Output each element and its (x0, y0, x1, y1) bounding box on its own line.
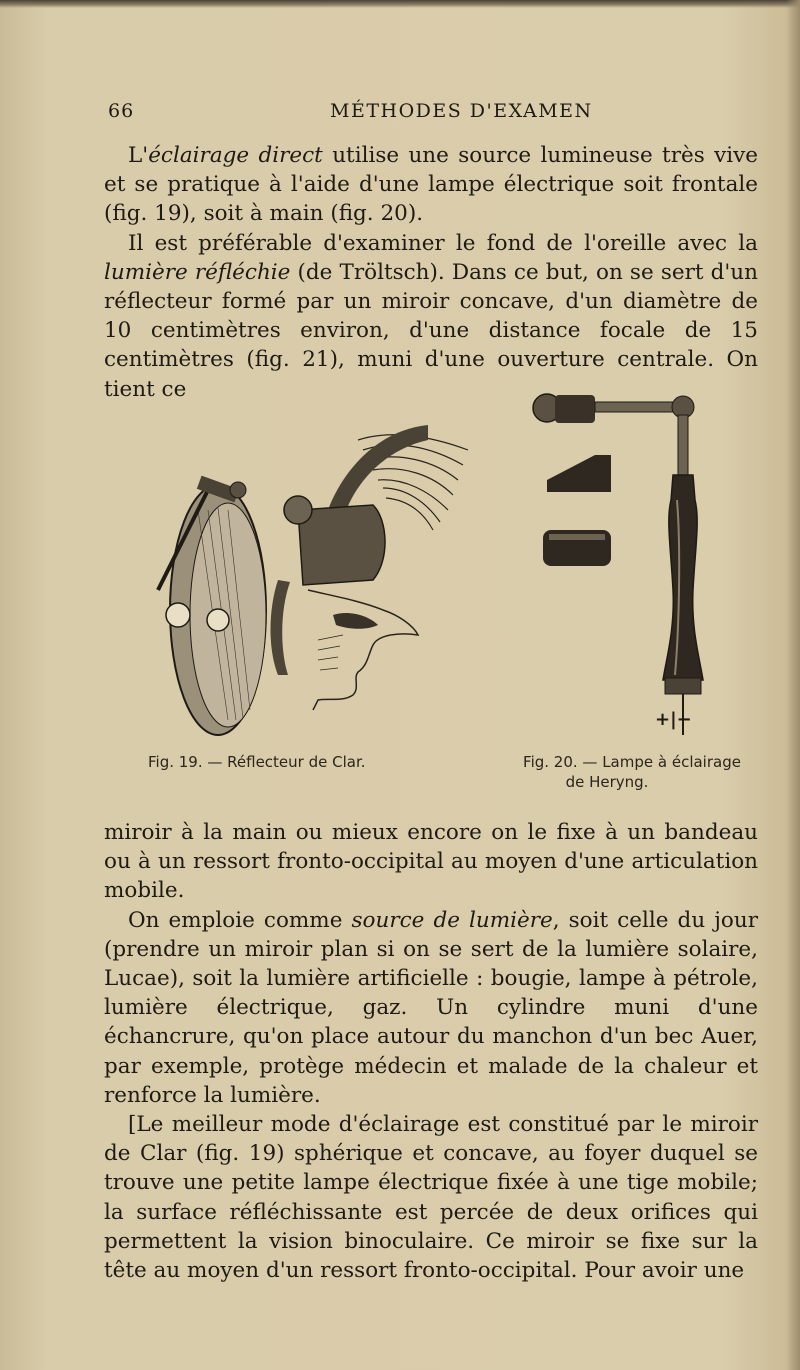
figure-19-caption: Fig. 19. — Réflecteur de Clar. (148, 753, 366, 771)
text-run: Il est préférable d'examiner le fond de l'oreille avec la (128, 230, 758, 256)
paragraph-light-source (104, 906, 758, 1110)
text-block-bottom (104, 818, 758, 1285)
vertical-rod (678, 415, 688, 475)
mirror-orifice (207, 609, 229, 631)
page-number: 66 (108, 100, 135, 122)
caption-line-1: Fig. 20. — Lampe à éclairage (523, 753, 741, 771)
cap-highlight (549, 534, 605, 540)
paragraph-reflected-light (104, 229, 758, 404)
paragraph-direct-lighting (104, 141, 758, 229)
page-header (108, 100, 758, 130)
figure-19-clar-reflector-illustration (128, 410, 473, 740)
text-block-top (104, 141, 758, 404)
text-run: (de Tröltsch). Dans ce but, on se sert d'un réflecteur formé par un miroir concave, d'un diamètre de 10 centimètres environ, d'une distance focale de 15 centimètres (fig. 21), muni d'une ouverture centrale. On tient ce (104, 259, 758, 402)
text-run: utilise une source lumineuse très vive et se pratique à l'aide d'une lampe électrique soit frontale (fig. 19), soit à main (fig. 20). (104, 143, 758, 227)
page-top-shadow (0, 0, 800, 8)
frontal-knob (284, 496, 312, 524)
spare-cap-angled (547, 455, 611, 492)
text-run: miroir à la main ou mieux encore on le fixe à un bandeau ou à un ressort fronto-occipital au moyen d'une articulation mobile. (104, 820, 758, 904)
handle-base (665, 678, 701, 694)
figure-20-caption (487, 752, 777, 792)
lamp-bulb (166, 603, 190, 627)
italic-term: lumière réfléchie (104, 259, 291, 285)
italic-term: source de lumière (351, 907, 553, 933)
text-run: On emploie comme (128, 907, 352, 933)
eye (333, 613, 378, 629)
side-arm (271, 580, 291, 675)
lamp-rod (595, 402, 675, 412)
text-run: L' (128, 143, 149, 168)
text-run: , soit celle du jour (prendre un miroir plan si on se sert de la lumière solaire, Lucae), soit la lumière artificielle : bougie, lampe à pétrole, lumière électrique, gaz. Un cylindre muni d'une échancrure, qu'on place autour du manchon d'un bec Auer, par exemple, protège médecin et malade de la chaleur et renforce la lumière. (104, 907, 758, 1108)
italic-term: éclairage direct (148, 143, 323, 168)
lamp-cylinder (555, 395, 595, 423)
text-run: [Le meilleur mode d'éclairage est constitué par le miroir de Clar (fig. 19) sphérique et concave, au foyer duquel se trouve une petite lampe électrique fixée à une tige mobile; la surface réfléchissante est percée de deux orifices qui permettent la vision binoculaire. Ce miroir se fixe sur la tête au moyen d'un ressort fronto-occipital. Pour avoir une (104, 1112, 758, 1284)
face-profile (308, 590, 418, 710)
paragraph-mirror-continuation (104, 818, 758, 906)
polarity-label: +|− (655, 709, 692, 730)
figure-20-heryng-lamp-illustration (525, 390, 715, 740)
paragraph-clar-mirror (104, 1110, 758, 1285)
page-right-shadow (786, 0, 800, 1370)
caption-line-2: de Heryng. (565, 773, 649, 791)
joint-knob (230, 482, 246, 498)
running-title: MÉTHODES D'EXAMEN (330, 100, 593, 122)
face-shading (318, 635, 343, 670)
lamp-handle (663, 475, 703, 680)
frontal-plate (298, 505, 385, 585)
